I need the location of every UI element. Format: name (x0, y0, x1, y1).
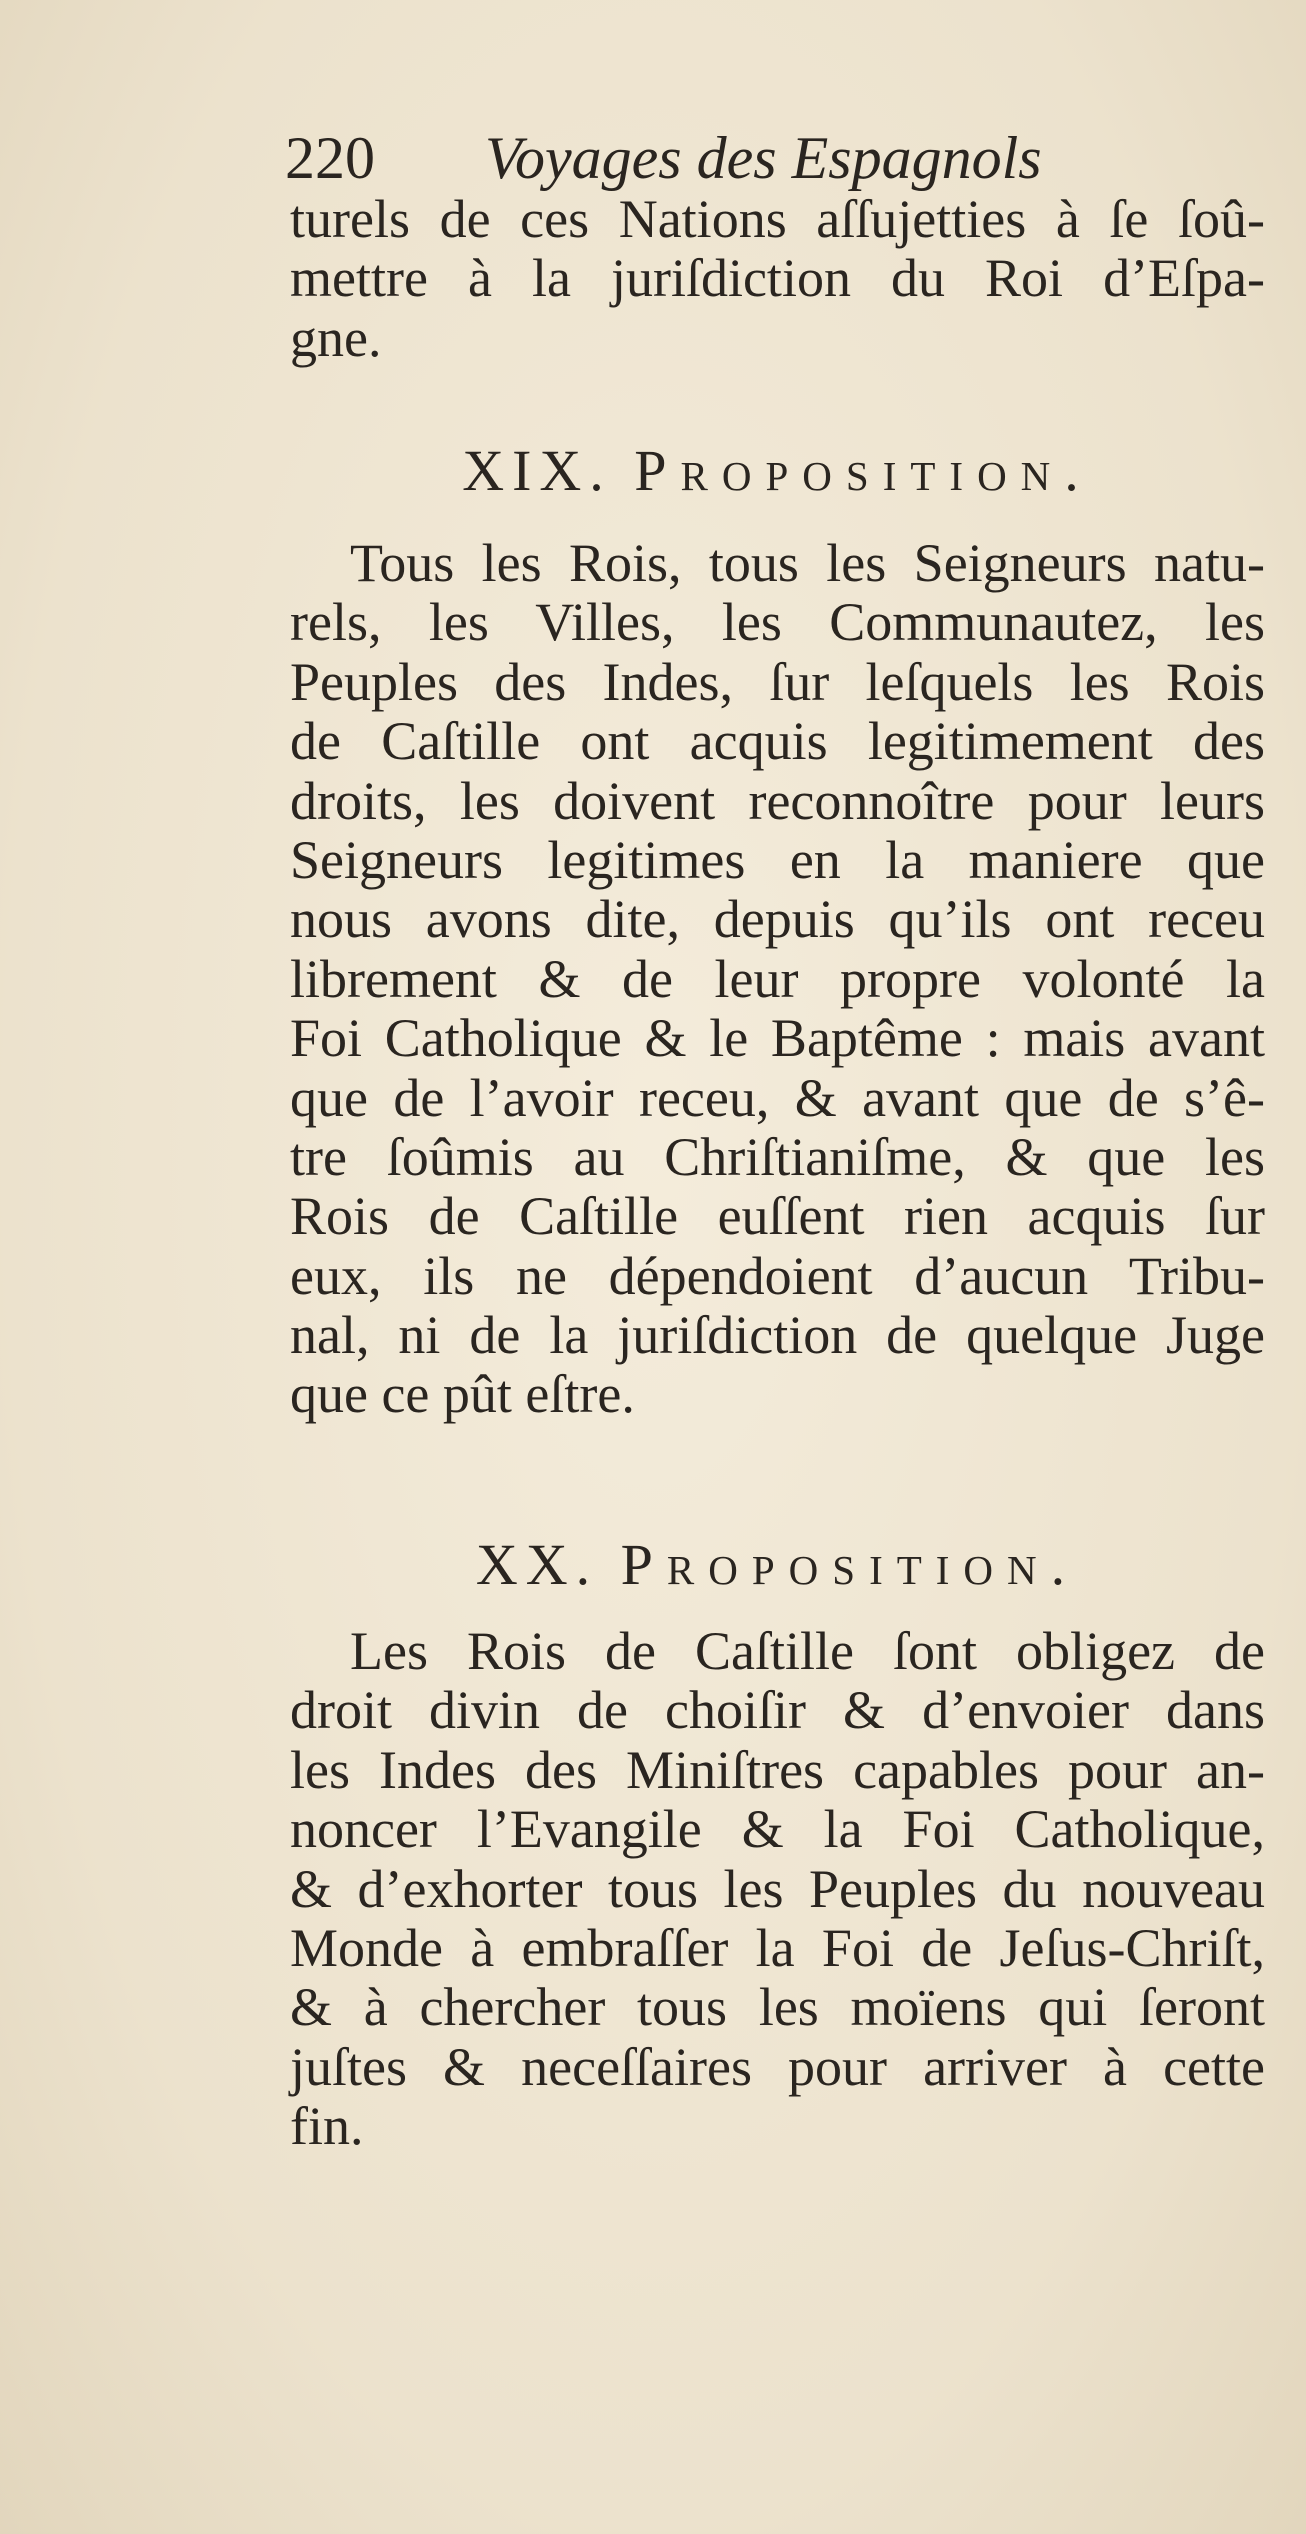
proposition-20-heading (290, 1530, 1265, 1600)
text-line: turels de ces Nations aſſujetties à ſe ſoû- (290, 189, 1265, 249)
proposition-19-heading (290, 436, 1265, 506)
text-line: juſtes & neceſſaires pour arriver à cette (290, 2036, 1265, 2097)
text-line: nal, ni de la juriſdiction de quelque Juge (290, 1305, 1265, 1366)
text-line: noncer l’Evangile & la Foi Catholique, (290, 1799, 1265, 1860)
proposition-number: XIX. (462, 438, 612, 503)
text-line: tre ſoûmis au Chriſtianiſme, & que les (290, 1126, 1265, 1187)
text-line: & à chercher tous les moïens qui ſeront (290, 1977, 1265, 2038)
continuation-paragraph (290, 190, 1265, 368)
text-line: Rois de Caſtille euſſent rien acquis ſur (290, 1186, 1265, 1247)
running-title: Voyages des Espagnols (485, 125, 1042, 191)
running-header (285, 118, 1185, 198)
text-line: Seigneurs legitimes en la maniere que (290, 829, 1265, 890)
text-line: droits, les doivent reconnoître pour leurs (290, 770, 1265, 831)
text-line: que de l’avoir receu, & avant que de s’ê- (290, 1067, 1265, 1128)
text-line: mettre à la juriſdiction du Roi d’Eſpa- (290, 248, 1265, 309)
text-line: les Indes des Miniſtres capables pour an- (290, 1739, 1265, 1800)
text-line: & d’exhorter tous les Peuples du nouveau (290, 1858, 1265, 1919)
text-line: nous avons dite, depuis qu’ils ont receu (290, 889, 1265, 950)
proposition-number: XX. (475, 1532, 599, 1597)
text-line: Les Rois de Caſtille ſont obligez de (350, 1621, 1265, 1681)
text-line: Tous les Rois, tous les Seigneurs natu- (350, 533, 1265, 593)
page-number: 220 (285, 125, 375, 191)
proposition-19-paragraph (290, 534, 1265, 1425)
text-line: droit divin de choiſir & d’envoier dans (290, 1680, 1265, 1741)
proposition-label: Proposition. (620, 1532, 1080, 1597)
text-line: fin. (290, 2096, 364, 2157)
text-line: gne. (290, 307, 382, 368)
text-line: que ce pût eſtre. (290, 1364, 635, 1425)
proposition-20-paragraph (290, 1622, 1265, 2157)
text-line: librement & de leur propre volonté la (290, 948, 1265, 1009)
text-line: eux, ils ne dépendoient d’aucun Tribu- (290, 1245, 1265, 1306)
text-line: Foi Catholique & le Baptême : mais avant (290, 1008, 1265, 1069)
proposition-label: Proposition. (634, 438, 1093, 503)
text-line: de Caſtille ont acquis legitimement des (290, 711, 1265, 772)
text-line: rels, les Villes, les Communautez, les (290, 592, 1265, 653)
text-line: Peuples des Indes, ſur leſquels les Rois (290, 651, 1265, 712)
text-line: Monde à embraſſer la Foi de Jeſus-Chriſt, (290, 1917, 1265, 1978)
